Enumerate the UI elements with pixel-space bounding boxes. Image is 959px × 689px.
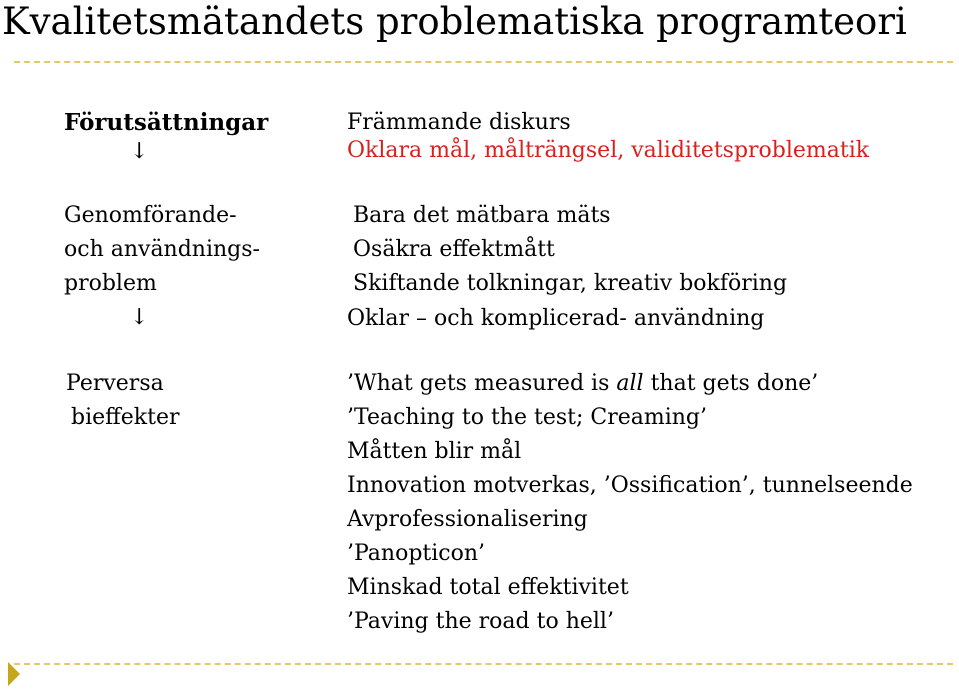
item-oklara-mal: Oklara mål, målträngsel, validitetsproblematik (347, 138, 870, 163)
item-frammande-diskurs: Främmande diskurs (347, 110, 571, 135)
item-innovation-motverkas: Innovation motverkas, ’Ossification’, tunnelseende (347, 473, 913, 498)
triangle-bullet-icon (8, 662, 20, 686)
quote-text-part1: What gets measured is (354, 371, 610, 396)
item-minskad-total-effektivitet: Minskad total effektivitet (347, 575, 629, 600)
quote-text-part2: that gets done (650, 371, 812, 396)
label-genomforande-line2: och användnings- (64, 237, 260, 262)
item-bara-det-matbara: Bara det mätbara mäts (353, 203, 611, 228)
top-divider (14, 61, 953, 63)
item-panopticon: ’Panopticon’ (347, 541, 486, 566)
item-what-gets-measured: ’What gets measured is all that gets done’ (347, 371, 819, 396)
label-bieffekter: bieffekter (64, 405, 180, 430)
label-forutsattningar: Förutsättningar (64, 109, 269, 136)
item-teaching-text: Teaching to the test; Creaming (354, 405, 701, 430)
label-genomforande-line3: problem (64, 271, 157, 296)
bottom-divider (14, 663, 953, 665)
item-paving-the-road: ’Paving the road to hell’ (347, 609, 614, 634)
page-title: Kvalitetsmätandets problematiska programteori (2, 0, 907, 43)
label-perversa: Perversa (66, 371, 164, 396)
item-osakra-effektmatt: Osäkra effektmått (353, 237, 555, 262)
label-genomforande-line1: Genomförande- (64, 203, 237, 228)
item-skiftande-tolkningar: Skiftande tolkningar, kreativ bokföring (353, 271, 788, 296)
item-teaching-to-the-test: ’Teaching to the test; Creaming’ (347, 405, 708, 430)
item-avprofessionalisering: Avprofessionalisering (347, 507, 588, 532)
item-oklar-anvandning: Oklar – och komplicerad- användning (347, 306, 765, 331)
quote-emphasis-all: all (616, 371, 644, 396)
down-arrow-icon: ↓ (130, 139, 149, 164)
item-matten-blir-mal: Måtten blir mål (347, 439, 522, 464)
down-arrow-icon: ↓ (130, 305, 149, 330)
